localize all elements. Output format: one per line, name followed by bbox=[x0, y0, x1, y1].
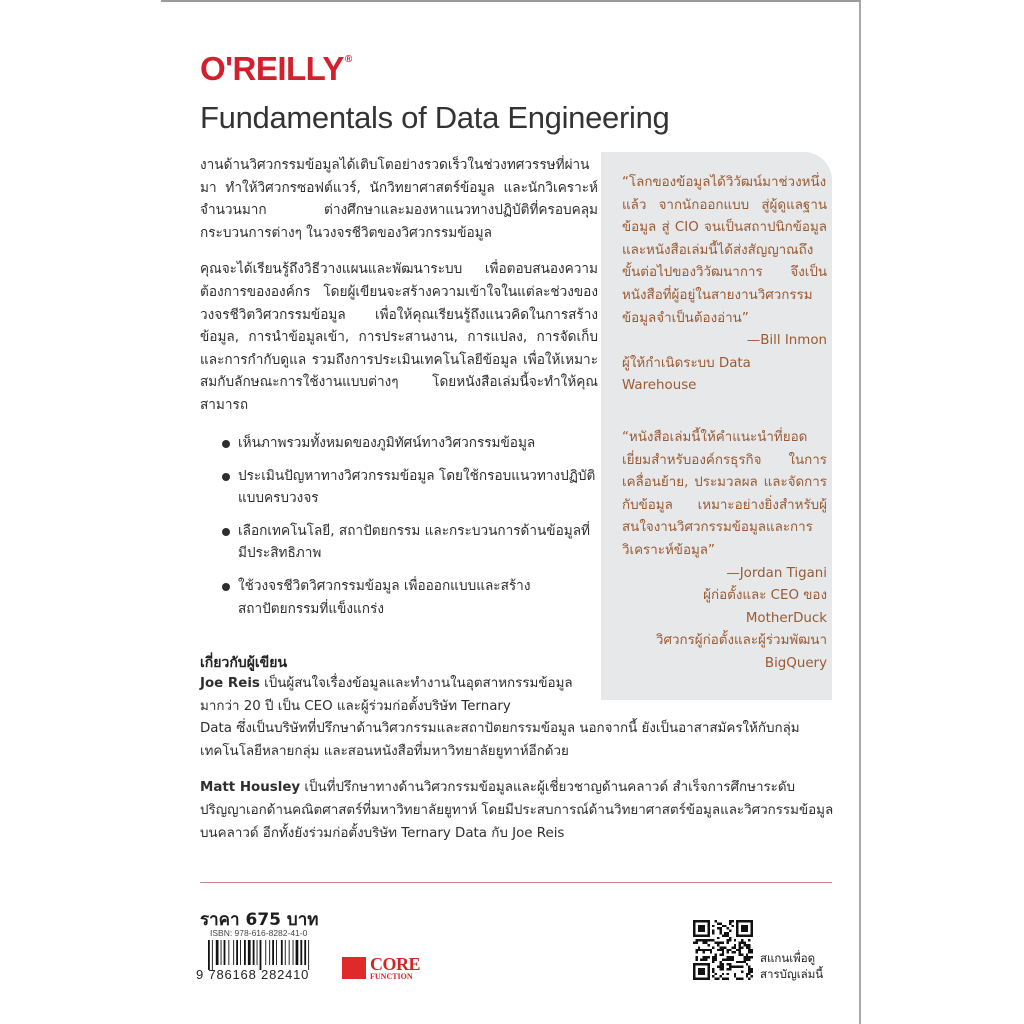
qr-cell bbox=[727, 939, 729, 941]
qr-cell bbox=[722, 968, 724, 970]
qr-cell bbox=[719, 954, 721, 956]
qr-cell bbox=[710, 949, 712, 951]
qr-cell bbox=[715, 920, 717, 922]
footer-divider bbox=[200, 882, 832, 883]
qr-cell bbox=[739, 978, 741, 980]
barcode-bar bbox=[221, 940, 222, 965]
barcode-bar bbox=[240, 940, 241, 965]
qr-cell bbox=[707, 963, 709, 980]
qr-cell bbox=[729, 939, 731, 941]
qr-cell bbox=[695, 956, 697, 958]
qr-cell bbox=[739, 951, 741, 953]
qr-cell bbox=[741, 978, 743, 980]
qr-cell bbox=[693, 942, 695, 944]
qr-cell bbox=[724, 925, 726, 927]
qr-cell bbox=[719, 930, 721, 932]
barcode-bar bbox=[293, 940, 294, 965]
barcode-bar bbox=[276, 940, 277, 965]
qr-cell bbox=[693, 934, 710, 936]
qr-cell bbox=[700, 958, 702, 960]
qr-cell bbox=[719, 942, 721, 944]
qr-cell bbox=[736, 934, 753, 936]
qr-cell bbox=[717, 922, 719, 924]
qr-cell bbox=[700, 949, 702, 951]
qr-cell bbox=[695, 958, 697, 960]
qr-cell bbox=[727, 934, 729, 936]
qr-cell bbox=[698, 939, 700, 941]
qr-cell bbox=[741, 966, 743, 968]
qr-cell bbox=[710, 939, 712, 941]
qr-cell bbox=[712, 970, 714, 972]
qr-cell bbox=[746, 975, 748, 977]
qr-cell bbox=[736, 978, 738, 980]
logo-word-core: CORE bbox=[370, 954, 421, 974]
qr-cell bbox=[748, 956, 750, 958]
qr-cell bbox=[751, 968, 753, 970]
qr-cell bbox=[722, 978, 724, 980]
barcode-bar bbox=[269, 940, 270, 965]
barcode-icon bbox=[206, 940, 314, 970]
oreilly-logo bbox=[200, 50, 352, 88]
qr-cell bbox=[748, 949, 750, 951]
barcode-digits: 9 786168 282410 bbox=[196, 967, 310, 982]
about-authors-heading: เกี่ยวกับผู้เขียน bbox=[200, 655, 288, 671]
author-bio-joe-reis bbox=[200, 673, 835, 763]
book-title: Fundamentals of Data Engineering bbox=[200, 100, 670, 135]
qr-cell bbox=[727, 968, 729, 970]
qr-cell bbox=[731, 958, 733, 960]
qr-cell bbox=[712, 946, 714, 948]
qr-cell bbox=[727, 973, 729, 975]
qr-cell bbox=[743, 958, 745, 960]
qr-cell bbox=[722, 958, 724, 960]
qr-cell bbox=[719, 932, 721, 934]
qr-cell bbox=[722, 954, 724, 956]
qr-cell bbox=[719, 946, 721, 948]
qr-cell bbox=[746, 954, 748, 956]
qr-cell bbox=[736, 920, 753, 922]
intro-paragraph: งานด้านวิศวกรรมข้อมูลได้เติบโตอย่างรวดเร็วในช่วงทศวรรษที่ผ่านมา ทำให้วิศวกรซอฟต์แวร์, นักวิทยาศาสตร์ข้อมูล และนักวิเคราะห์จำนวนมาก ต่างศึกษาและมองหาแนวทางปฏิบัติที่ครอบคลุมกระบวนการต่างๆ ในวงจรชีวิตของวิศวกรรมข้อมูล bbox=[200, 157, 598, 241]
qr-cell bbox=[719, 966, 721, 968]
qr-cell bbox=[717, 937, 719, 939]
barcode-bar bbox=[208, 940, 210, 970]
qr-caption-line: สแกนเพื่อดู bbox=[760, 951, 816, 965]
author-bio-matt-housley bbox=[200, 777, 835, 845]
qr-cell bbox=[751, 951, 753, 953]
qr-cell bbox=[751, 956, 753, 958]
barcode-bar bbox=[296, 940, 299, 965]
qr-cell bbox=[693, 963, 695, 980]
qr-cell bbox=[705, 949, 707, 951]
qr-cell bbox=[731, 946, 733, 948]
barcode-bar bbox=[265, 940, 266, 965]
qr-cell bbox=[746, 963, 748, 965]
testimonial-role: วิศวกรผู้ก่อตั้งและผู้ร่วมพัฒนา bbox=[655, 633, 827, 649]
qr-cell bbox=[724, 978, 726, 980]
barcode-bar bbox=[244, 940, 246, 965]
about-authors bbox=[200, 673, 835, 845]
qr-cell bbox=[729, 937, 731, 939]
qr-cell bbox=[722, 942, 724, 944]
core-function-logo bbox=[342, 955, 430, 983]
qr-cell bbox=[717, 949, 719, 951]
qr-cell bbox=[731, 920, 733, 922]
qr-cell bbox=[734, 973, 736, 975]
qr-cell bbox=[712, 975, 714, 977]
qr-cell bbox=[727, 951, 729, 953]
qr-cell bbox=[717, 944, 719, 946]
qr-cell bbox=[739, 949, 741, 951]
qr-cell bbox=[695, 939, 697, 941]
qr-cell bbox=[727, 956, 729, 958]
qr-cell bbox=[751, 920, 753, 937]
qr-cell bbox=[727, 963, 729, 965]
qr-cell bbox=[712, 939, 714, 941]
qr-cell bbox=[707, 920, 709, 937]
testimonial-role: ผู้ให้กำเนิดระบบ Data Warehouse bbox=[622, 355, 751, 394]
barcode-bar bbox=[228, 940, 229, 965]
qr-cell bbox=[734, 975, 736, 977]
qr-cell bbox=[712, 932, 714, 934]
barcode-bar bbox=[224, 940, 226, 965]
qr-cell bbox=[743, 942, 745, 944]
qr-cell bbox=[712, 958, 714, 960]
qr-cell bbox=[703, 951, 705, 953]
qr-cell bbox=[741, 954, 743, 956]
qr-cell bbox=[748, 946, 750, 948]
qr-cell bbox=[729, 949, 731, 951]
qr-cell bbox=[724, 946, 726, 948]
qr-cell bbox=[705, 942, 707, 944]
qr-cell bbox=[722, 946, 724, 948]
qr-cell bbox=[715, 956, 717, 958]
qr-cell bbox=[748, 973, 750, 975]
qr-cell bbox=[741, 939, 743, 941]
qr-cell bbox=[731, 956, 733, 958]
qr-cell bbox=[748, 966, 750, 968]
qr-cell bbox=[722, 925, 724, 927]
qr-cell bbox=[712, 925, 714, 927]
testimonial-jordan-tigani bbox=[622, 427, 827, 676]
qr-cell bbox=[746, 946, 748, 948]
barcode-bar bbox=[300, 940, 302, 965]
qr-cell bbox=[743, 956, 745, 958]
qr-cell bbox=[698, 968, 705, 975]
qr-cell bbox=[715, 942, 717, 944]
logo-text: O'REILLY bbox=[200, 50, 344, 87]
qr-cell bbox=[739, 946, 741, 948]
testimonial-bill-inmon bbox=[622, 172, 827, 398]
qr-cell bbox=[727, 978, 729, 980]
barcode-bar bbox=[308, 940, 309, 970]
isbn-label: ISBN: 978-616-8282-41-0 bbox=[210, 928, 308, 938]
qr-cell bbox=[724, 958, 726, 960]
qr-cell bbox=[731, 951, 733, 953]
qr-cell bbox=[698, 925, 705, 932]
testimonial-text: “หนังสือเล่มนี้ให้คำแนะนำที่ยอดเยี่ยมสำหรับองค์กรธุรกิจ ในการเคลื่อนย้าย, ประมวลผล และจัดการกับข้อมูล เหมาะอย่างยิ่งสำหรับผู้สนใจงานวิศวกรรมข้อมูลและการวิเคราะห์ข้อมูล” bbox=[622, 430, 827, 558]
qr-cell bbox=[722, 966, 724, 968]
barcode-bar bbox=[233, 940, 234, 965]
qr-cell bbox=[746, 956, 748, 958]
qr-cell bbox=[734, 946, 736, 948]
benefit-item: ประเมินปัญหาทางวิศวกรรมข้อมูล โดยใช้กรอบแนวทางปฏิบัติแบบครบวงจร bbox=[222, 465, 598, 510]
benefit-item: ใช้วงจรชีวิตวิศวกรรมข้อมูล เพื่อออกแบบและสร้างสถาปัตยกรรมที่แข็งแกร่ง bbox=[222, 575, 598, 620]
qr-cell bbox=[715, 954, 717, 956]
qr-cell bbox=[719, 963, 721, 965]
qr-cell bbox=[734, 966, 736, 968]
testimonial-role: ผู้ก่อตั้งและ CEO ของ MotherDuck bbox=[703, 588, 827, 626]
qr-cell bbox=[734, 939, 736, 941]
qr-cell bbox=[707, 956, 709, 958]
qr-caption bbox=[760, 950, 823, 982]
qr-cell bbox=[715, 958, 717, 960]
qr-cell bbox=[705, 939, 707, 941]
qr-cell bbox=[719, 961, 721, 963]
qr-cell bbox=[700, 939, 702, 941]
qr-cell bbox=[729, 920, 731, 922]
testimonial-author: —Jordan Tigani bbox=[726, 565, 827, 581]
qr-cell bbox=[719, 968, 721, 970]
qr-cell bbox=[715, 978, 717, 980]
testimonial-author: —Bill Inmon bbox=[746, 333, 827, 349]
qr-cell bbox=[729, 958, 731, 960]
qr-cell bbox=[707, 949, 709, 951]
qr-cell bbox=[736, 961, 738, 963]
author-bio-first-lines bbox=[200, 673, 598, 718]
qr-cell bbox=[746, 973, 748, 975]
qr-cell bbox=[695, 942, 697, 944]
qr-cell bbox=[712, 930, 714, 932]
qr-cell bbox=[729, 956, 731, 958]
qr-cell bbox=[748, 978, 750, 980]
qr-cell bbox=[712, 968, 714, 970]
qr-cell bbox=[741, 942, 743, 944]
benefit-item: เห็นภาพรวมทั้งหมดของภูมิทัศน์ทางวิศวกรรมข้อมูล bbox=[222, 432, 598, 455]
author-name: Joe Reis bbox=[200, 676, 260, 691]
intro-paragraph: คุณจะได้เรียนรู้ถึงวิธีวางแผนและพัฒนาระบบ เพื่อตอบสนองความต้องการขององค์กร โดยผู้เขียนจะสร้างความเข้าใจในแต่ละช่วงของวงจรชีวิตวิศวกรรมข้อมูล เพื่อให้คุณเรียนรู้ถึงแนวคิดในการสร้างข้อมูล, การนำข้อมูลเข้า, การประสานงาน, การแปลง, การจัดเก็บ และการกำกับดูแล รวมถึงการประเมินเทคโนโลยีข้อมูล เพื่อให้เหมาะสมกับลักษณะการใช้งานแบบต่างๆ โดยหนังสือเล่มนี้จะทำให้คุณสามารถ bbox=[200, 261, 598, 413]
qr-cell bbox=[712, 961, 714, 963]
qr-cell bbox=[729, 968, 731, 970]
author-bio-text: เป็นที่ปรึกษาทางด้านวิศวกรรมข้อมูลและผู้เชี่ยวชาญด้านคลาวด์ สำเร็จการศึกษาระดับปริญญาเอกด้านคณิตศาสตร์ที่มหาวิทยาลัยยูทาห์ โดยมีประสบการณ์ด้านวิทยาศาสตร์ข้อมูลและวิศวกรรมข้อมูลบนคลาวด์ อีกทั้งยังร่วมก่อตั้งบริษัท Ternary Data กับ Joe Reis bbox=[200, 780, 834, 841]
barcode-bar bbox=[281, 940, 283, 965]
qr-cell bbox=[739, 944, 741, 946]
qr-cell bbox=[705, 956, 707, 958]
barcode-bar bbox=[272, 940, 274, 965]
qr-cell bbox=[739, 954, 741, 956]
qr-cell bbox=[703, 958, 705, 960]
qr-cell bbox=[734, 951, 736, 953]
logo-square-icon bbox=[342, 957, 366, 979]
qr-cell bbox=[729, 930, 731, 932]
qr-cell bbox=[724, 932, 726, 934]
qr-cell bbox=[710, 951, 712, 953]
qr-cell bbox=[727, 958, 729, 960]
qr-cell bbox=[729, 922, 731, 924]
qr-cell bbox=[741, 970, 743, 972]
qr-cell bbox=[751, 975, 753, 977]
qr-cell bbox=[739, 942, 741, 944]
qr-cell bbox=[739, 961, 741, 963]
qr-cell bbox=[748, 944, 750, 946]
qr-cell bbox=[693, 920, 710, 922]
qr-cell bbox=[703, 956, 705, 958]
qr-cell bbox=[719, 927, 721, 929]
qr-cell bbox=[734, 944, 736, 946]
qr-cell bbox=[703, 949, 705, 951]
qr-cell bbox=[695, 951, 697, 953]
qr-cell bbox=[722, 951, 724, 953]
qr-code-icon[interactable] bbox=[693, 920, 753, 980]
qr-cell bbox=[693, 963, 710, 965]
author-name: Matt Housley bbox=[200, 780, 301, 796]
barcode-bar bbox=[212, 940, 213, 970]
testimonial-role: BigQuery bbox=[764, 655, 827, 671]
qr-cell bbox=[736, 949, 738, 951]
qr-cell bbox=[746, 958, 748, 960]
qr-cell bbox=[717, 966, 719, 968]
barcode-bar bbox=[260, 940, 262, 970]
author-bio-text: Data ซึ่งเป็นบริษัทที่ปรึกษาด้านวิศวกรรมและสถาปัตยกรรมข้อมูล นอกจากนี้ ยังเป็นอาสาสมัครให้กับกลุ่มเทคโนโลยีหลายกลุ่ม และสอนหนังสือที่มหาวิทยาลัยยูทาห์อีกด้วย bbox=[200, 721, 800, 759]
qr-cell bbox=[705, 958, 707, 960]
barcode-bar bbox=[248, 940, 251, 965]
benefit-item: เลือกเทคโนโลยี, สถาปัตยกรรม และกระบวนการด้านข้อมูลที่มีประสิทธิภาพ bbox=[222, 520, 598, 565]
qr-cell bbox=[722, 973, 724, 975]
barcode-bar bbox=[236, 940, 238, 965]
qr-cell bbox=[698, 949, 700, 951]
registered-mark: ® bbox=[344, 54, 352, 65]
qr-cell bbox=[698, 946, 700, 948]
qr-cell bbox=[739, 966, 741, 968]
qr-cell bbox=[731, 925, 733, 927]
qr-cell bbox=[748, 968, 750, 970]
price-label: ราคา 675 บาท bbox=[200, 910, 319, 930]
qr-cell bbox=[743, 944, 745, 946]
barcode-bar bbox=[257, 940, 258, 965]
qr-cell bbox=[703, 939, 705, 941]
qr-cell bbox=[719, 922, 721, 924]
qr-cell bbox=[693, 920, 695, 937]
qr-cell bbox=[727, 932, 729, 934]
qr-cell bbox=[715, 973, 717, 975]
qr-cell bbox=[748, 951, 750, 953]
qr-cell bbox=[727, 942, 729, 944]
qr-cell bbox=[727, 927, 729, 929]
qr-cell bbox=[748, 939, 750, 941]
barcode-bar bbox=[285, 940, 286, 965]
qr-cell bbox=[717, 978, 719, 980]
qr-cell bbox=[731, 966, 733, 968]
testimonial-text: “โลกของข้อมูลได้วิวัฒน์มาช่วงหนึ่งแล้ว จากนักออกแบบ สู่ผู้ดูแลฐานข้อมูล สู่ CIO จนเป็นสถาปนิกข้อมูล และหนังสือเล่มนี้ได้ส่งสัญญาณถึงขั้นต่อไปของวิวัฒนาการ จึงเป็นหนังสือที่ผู้อยู่ในสายงานวิศวกรรมข้อมูลจำเป็นต้องอ่าน” bbox=[622, 175, 827, 326]
benefits-list bbox=[222, 432, 598, 630]
qr-cell bbox=[748, 970, 750, 972]
qr-cell bbox=[727, 949, 729, 951]
author-bio-text: เป็นผู้สนใจเรื่องข้อมูลและทำงานในอุตสาหกรรมข้อมูลมากว่า 20 ปี เป็น CEO และผู้ร่วมก่อตั้งบริษัท Ternary bbox=[200, 676, 573, 714]
qr-cell bbox=[746, 944, 748, 946]
qr-cell bbox=[743, 961, 745, 963]
qr-cell bbox=[722, 934, 724, 936]
qr-cell bbox=[719, 975, 721, 977]
qr-cell bbox=[736, 966, 738, 968]
qr-cell bbox=[729, 966, 731, 968]
qr-cell bbox=[751, 970, 753, 972]
qr-cell bbox=[717, 942, 719, 944]
qr-cell bbox=[729, 963, 731, 965]
logo-word-function: FUNCTION bbox=[370, 972, 413, 981]
qr-cell bbox=[722, 949, 724, 951]
qr-cell bbox=[736, 920, 738, 937]
barcode-bar bbox=[289, 940, 290, 965]
qr-cell bbox=[703, 942, 705, 944]
intro-section bbox=[200, 154, 598, 431]
qr-cell bbox=[693, 978, 710, 980]
qr-cell bbox=[707, 944, 709, 946]
barcode-bar bbox=[216, 940, 219, 965]
qr-cell bbox=[748, 958, 750, 960]
qr-cell bbox=[695, 949, 697, 951]
qr-cell bbox=[724, 934, 726, 936]
qr-cell bbox=[741, 961, 743, 963]
qr-cell bbox=[707, 939, 709, 941]
qr-cell bbox=[722, 963, 724, 965]
qr-cell bbox=[717, 927, 719, 929]
barcode-bar bbox=[304, 940, 306, 965]
qr-cell bbox=[741, 946, 743, 948]
qr-caption-line: สารบัญเล่มนี้ bbox=[760, 967, 824, 981]
barcode-bar bbox=[253, 940, 255, 965]
qr-cell bbox=[751, 949, 753, 951]
qr-cell bbox=[712, 956, 714, 958]
qr-cell bbox=[719, 949, 721, 951]
qr-cell bbox=[741, 925, 748, 932]
